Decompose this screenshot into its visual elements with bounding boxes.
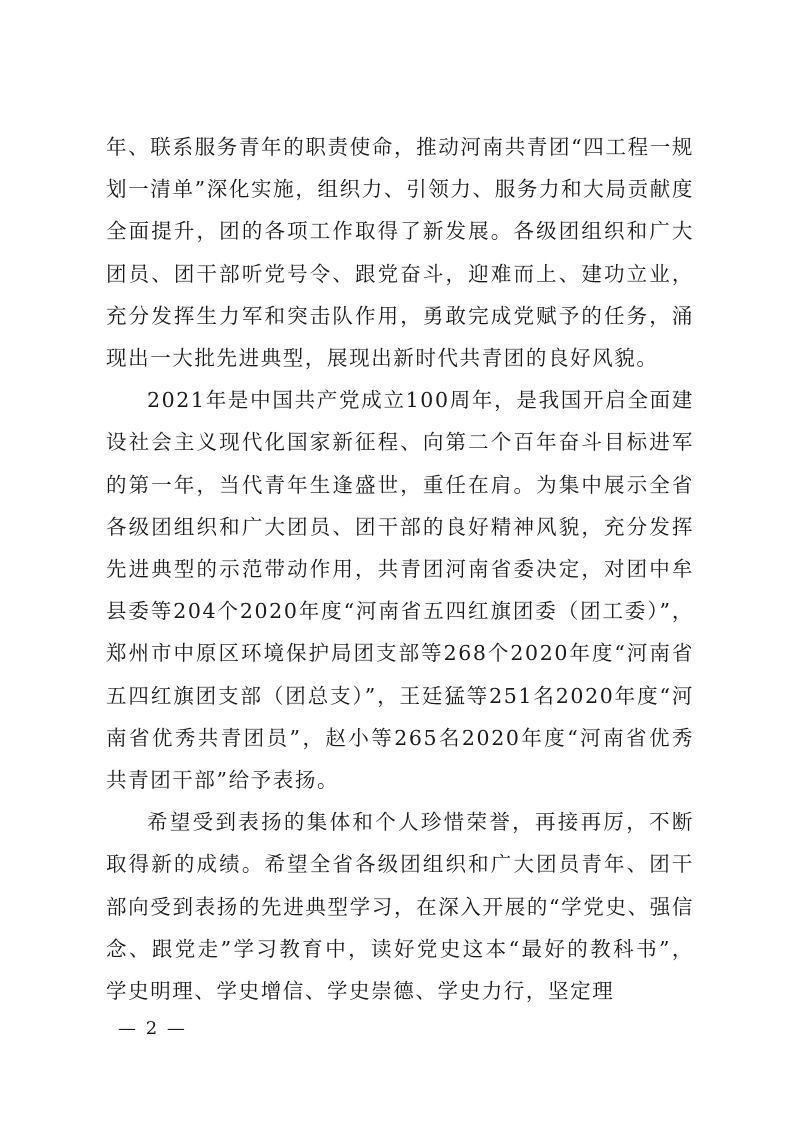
paragraph-1: 年、联系服务青年的职责使命，推动河南共青团“四工程一规划一清单”深化实施，组织力、引领力、服务力和大局贡献度全面提升，团的各项工作取得了新发展。各级团组织和广大团员、团干部听党号令、跟党奋斗，迎难而上、建功立业，充分发挥生力军和突击队作用，勇敢完成党赋予的任务，涌现出一大批先进典型，展现出新时代共青团的良好风貌。 bbox=[106, 135, 694, 371]
page-number: — 2 — bbox=[118, 1018, 187, 1039]
paragraph-3: 希望受到表扬的集体和个人珍惜荣誉，再接再厉，不断取得新的成绩。希望全省各级团组织和广大团员青年、团干部向受到表扬的先进典型学习，在深入开展的“学党史、强信念、跟党走”学习教育中，读好党史这本“最好的教科书”，学史明理、学史增信、学史崇德、学史力行，坚定理 bbox=[106, 810, 694, 1004]
paragraph-2: 2021年是中国共产党成立100周年，是我国开启全面建设社会主义现代化国家新征程、向第二个百年奋斗目标进军的第一年，当代青年生逢盛世，重任在肩。为集中展示全省各级团组织和广大团员、团干部的良好精神风貌，充分发挥先进典型的示范带动作用，共青团河南省委决定，对团中牟县委等204个2020年度“河南省五四红旗团委（团工委）”，郑州市中原区环境保护局团支部等268个2020年度“河南省五四红旗团支部（团总支）”，王廷猛等251名2020年度“河南省优秀共青团员”，赵小等265名2020年度“河南省优秀共青团干部”给予表扬。 bbox=[106, 388, 694, 793]
body-text bbox=[106, 126, 694, 1012]
